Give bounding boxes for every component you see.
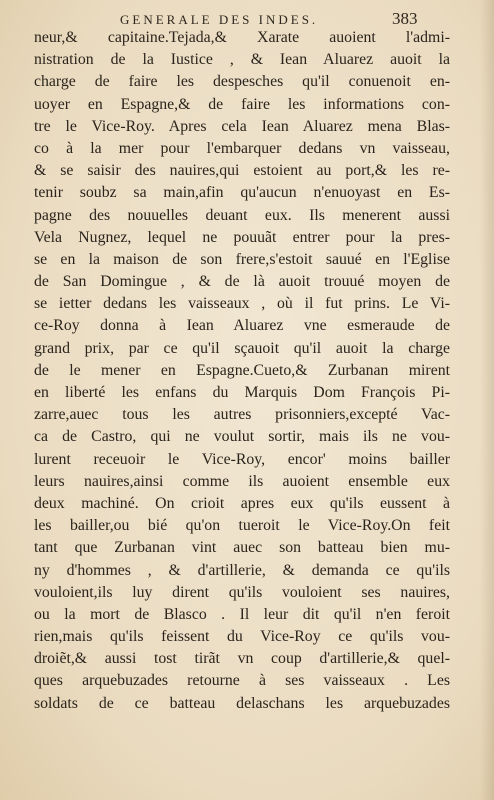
- text-line: se en la maison de son frere,s'estoit sauué en l'Eglise: [34, 250, 450, 268]
- text-line: de le mener en Espagne.Cueto,& Zurbanan mirent: [34, 361, 450, 379]
- body-text: [34, 27, 450, 715]
- text-line: vouloient,ils luy dirent qu'ils vouloient ses nauires,: [34, 583, 450, 601]
- page-number: 383: [392, 9, 418, 28]
- text-line: deux machiné. On crioit apres eux qu'ils eussent à: [34, 494, 450, 512]
- text-line: ou la mort de Blasco . Il leur dit qu'il n'en feroit: [34, 605, 450, 623]
- text-line: grand prix, par ce qu'il sçauoit qu'il auoit la charge: [34, 339, 450, 357]
- text-line: pagne des nouuelles deuant eux. Ils menerent aussi: [34, 206, 450, 224]
- text-line: co à la mer pour l'embarquer dedans vn vaisseau,: [34, 139, 450, 157]
- text-line: ce-Roy donna à Iean Aluarez vne esmeraude de: [34, 317, 450, 335]
- text-line: soldats de ce batteau delaschans les arquebuzades: [34, 694, 450, 712]
- text-line: neur,& capitaine.Tejada,& Xarate auoient l'admi-: [34, 29, 450, 46]
- text-line: les bailler,ou bié qu'on tueroit le Vice-Roy.On feit: [34, 517, 450, 535]
- text-line: droiẽt,& aussi tost tirãt vn coup d'artillerie,& quel-: [34, 650, 450, 668]
- text-line: nistration de la Iustice , & Iean Aluarez auoit la: [34, 51, 450, 69]
- running-head: GENERALE DES INDES.: [120, 12, 319, 27]
- page-edge-shadow: [480, 0, 494, 800]
- text-line: tant que Zurbanan vint auec son batteau bien mu-: [34, 539, 450, 557]
- text-line: zarre,auec tous les autres prisonniers,excepté Vac-: [34, 406, 450, 424]
- text-line: rien,mais qu'ils feissent du Vice-Roy ce qu'ils vou-: [34, 628, 450, 646]
- text-line: se ietter dedans les vaisseaux , où il fut prins. Le Vi-: [34, 295, 450, 313]
- text-line: ques arquebuzades retourne à ses vaisseaux . Les: [34, 672, 450, 690]
- text-line: Vela Nugnez, lequel ne pouuãt entrer pour la pres-: [34, 228, 450, 246]
- text-line: charge de faire les despesches qu'il conuenoit en-: [34, 73, 450, 91]
- text-line: tenir soubz sa main,afin qu'aucun n'enuoyast en Es-: [34, 184, 450, 202]
- text-line: ca de Castro, qui ne voulut sortir, mais ils ne vou-: [34, 428, 450, 446]
- text-line: uoyer en Espagne,& de faire les informations con-: [34, 95, 450, 113]
- text-line: leurs nauires,ainsi comme ils auoient ensemble eux: [34, 472, 450, 490]
- text-line: de San Domingue , & de là auoit trouué moyen de: [34, 273, 450, 291]
- text-line: ny d'hommes , & d'artillerie, & demanda ce qu'ils: [34, 561, 450, 579]
- text-line: lurent receuoir le Vice-Roy, encor' moins bailler: [34, 450, 450, 468]
- text-line: tre le Vice-Roy. Apres cela Iean Aluarez mena Blas-: [34, 117, 450, 135]
- text-line: en liberté les enfans du Marquis Dom François Pi-: [34, 384, 450, 401]
- text-line: & se saisir des nauires,qui estoient au port,& les re-: [34, 162, 450, 180]
